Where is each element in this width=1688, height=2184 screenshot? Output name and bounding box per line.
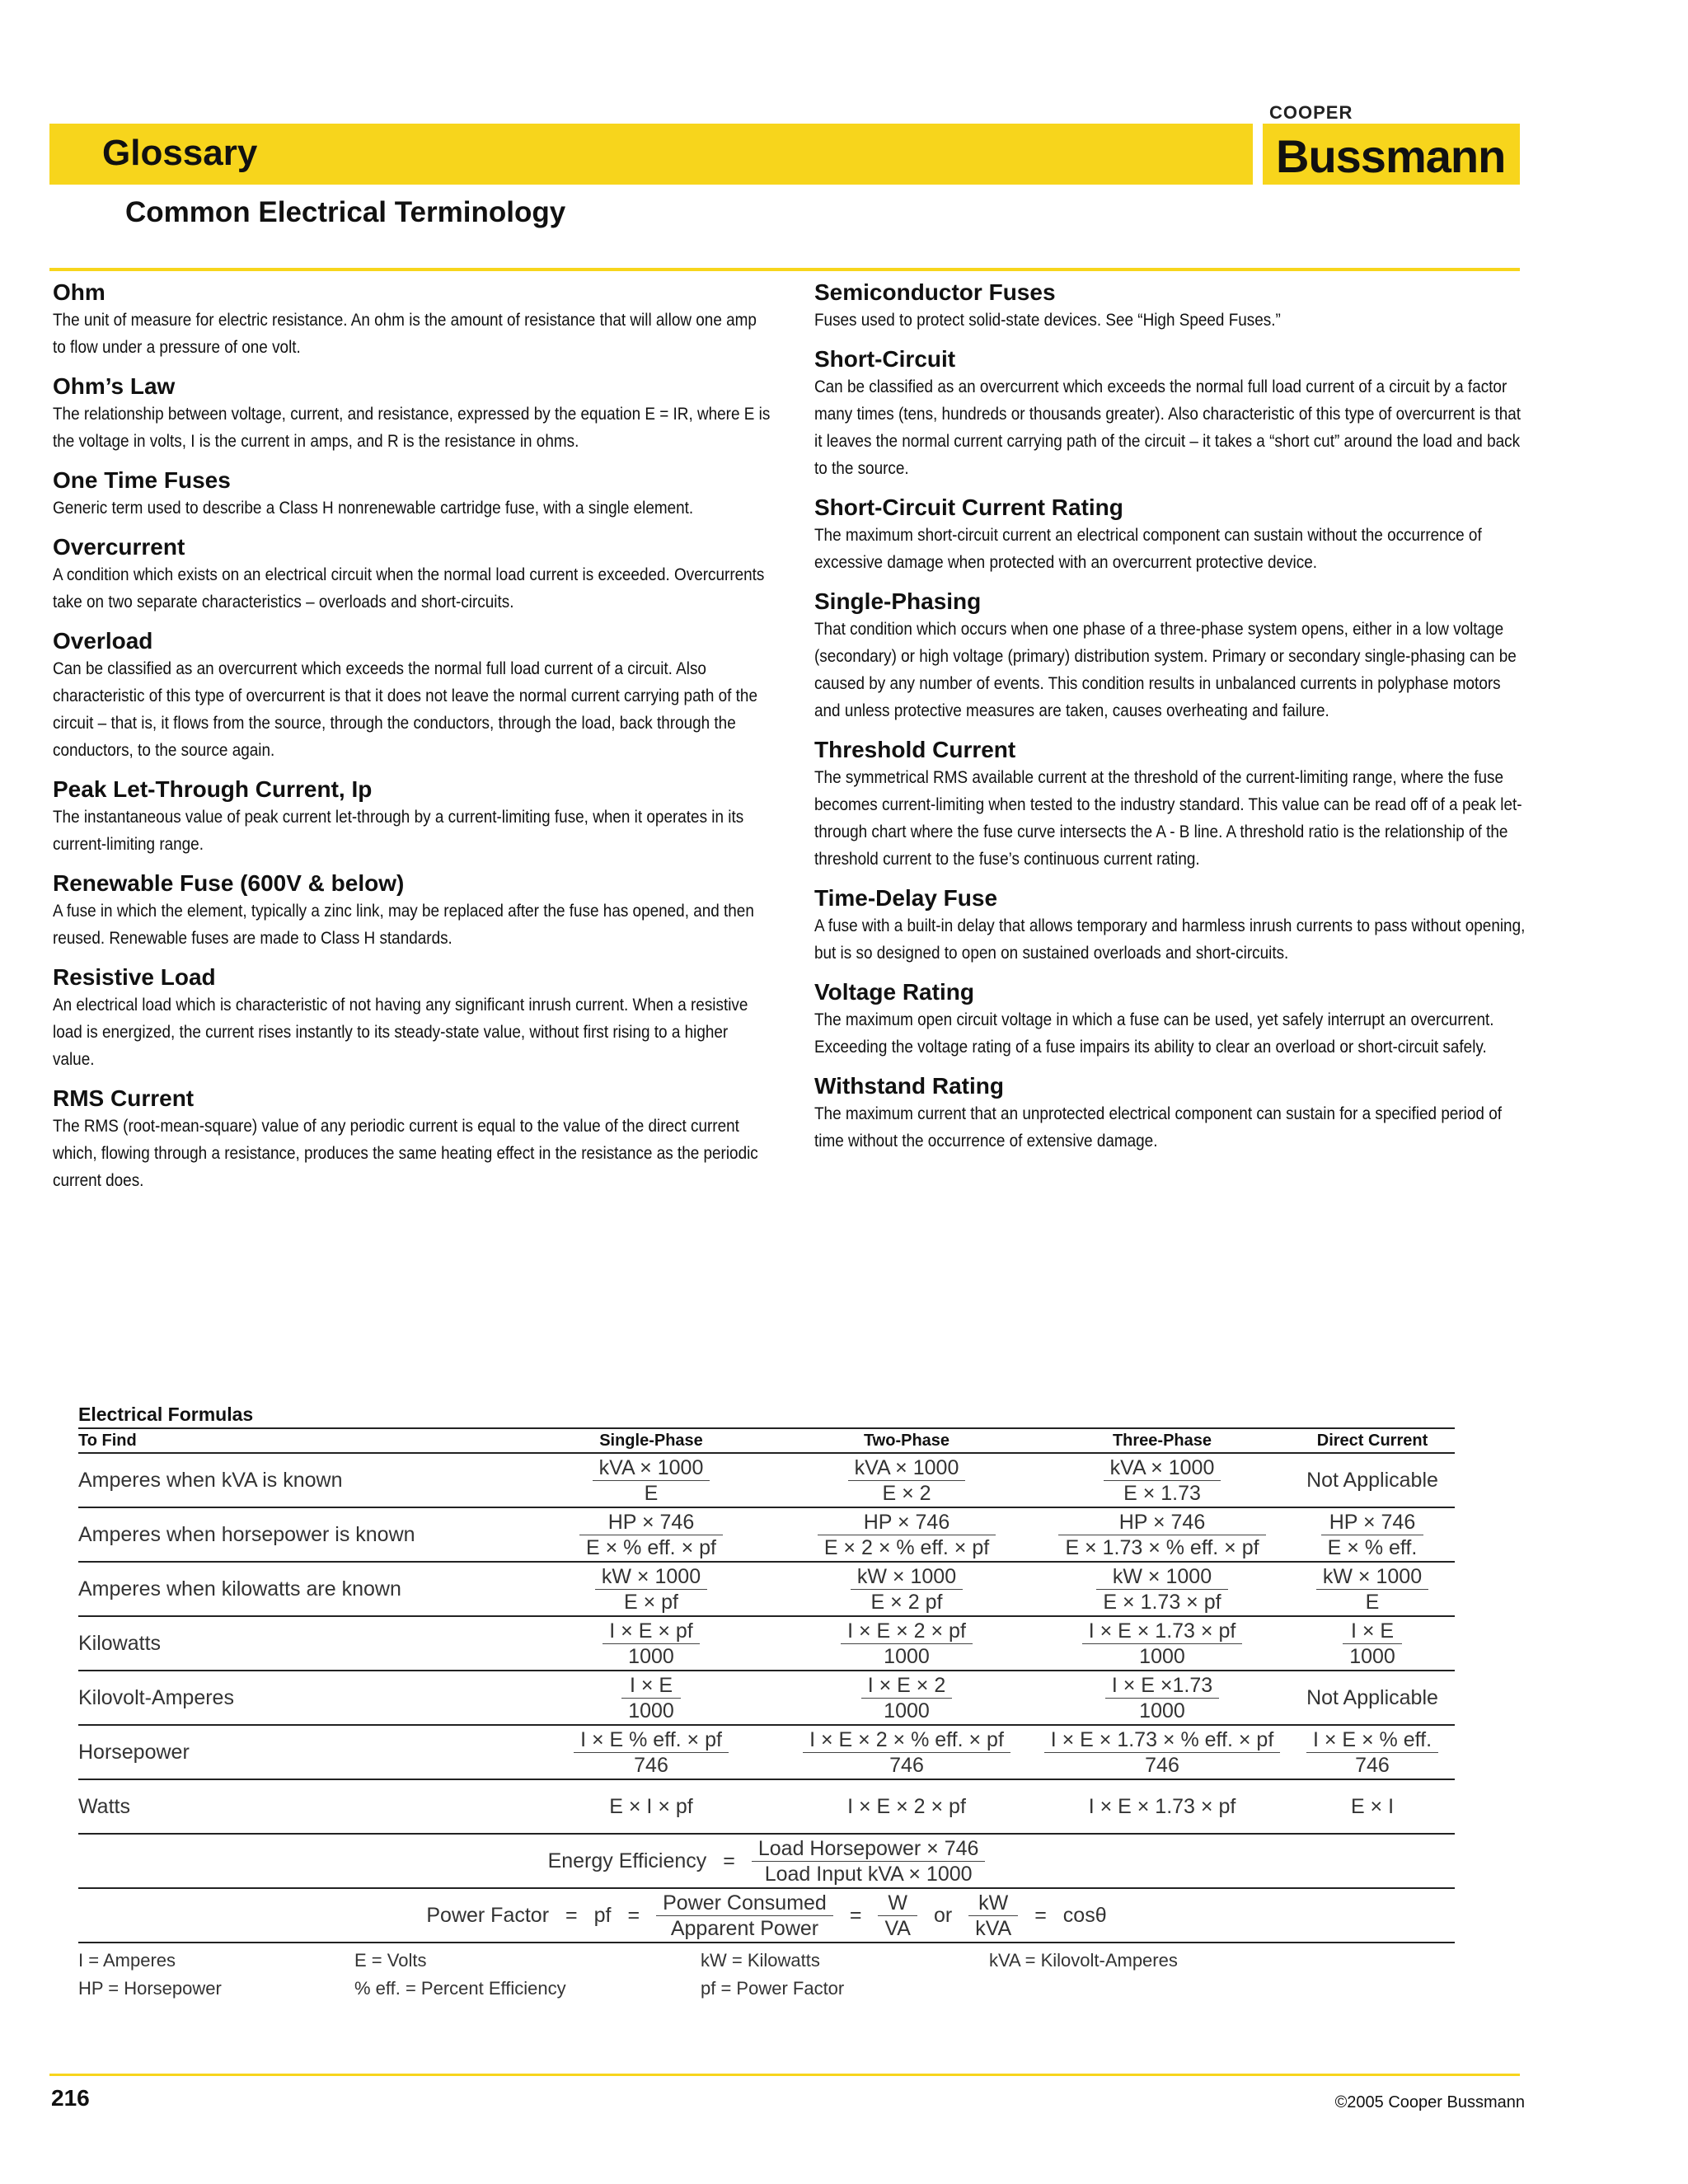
fraction-numerator: I × E <box>621 1673 681 1699</box>
formula-cell <box>1290 1562 1455 1616</box>
term-name: Overcurrent <box>53 534 185 560</box>
formula-cell: E × I × pf <box>523 1779 779 1834</box>
term-definition: The maximum current that an unprotected electrical component can sustain for a specified period of time without the occurrence of extensive damage. <box>814 1104 1502 1151</box>
formula-row-label: Kilovolt-Amperes <box>78 1671 523 1725</box>
fraction-numerator: kVA × 1000 <box>848 1455 966 1481</box>
formula-fraction <box>818 1510 996 1560</box>
formula-cell: I × E × 1.73 × pf <box>1034 1779 1290 1834</box>
top-divider <box>49 268 1520 271</box>
formula-cell <box>523 1453 779 1507</box>
glossary-term-ohm-s-law <box>53 373 770 455</box>
equals-sign: = <box>849 1903 862 1927</box>
fraction-numerator: I × E × 1.73 × % eff. × pf <box>1044 1727 1281 1753</box>
term-name: Overload <box>53 628 153 654</box>
fraction-numerator: kW <box>968 1891 1018 1916</box>
formula-row-label: Horsepower <box>78 1725 523 1779</box>
formula-fraction <box>1044 1727 1281 1778</box>
glossary-term-overload <box>53 627 770 764</box>
term-definition: The RMS (root-mean-square) value of any periodic current is equal to the value of the direct current which, flowing through a resistance, produces the same heating effect in the resistance as the periodic current does. <box>53 1116 758 1190</box>
fraction-numerator: kW × 1000 <box>595 1564 707 1590</box>
formula-cell <box>779 1671 1034 1725</box>
term-name: Resistive Load <box>53 964 216 990</box>
formula-cell: Not Applicable <box>1290 1453 1455 1507</box>
formula-cell <box>779 1616 1034 1671</box>
formula-fraction <box>1321 1510 1424 1560</box>
glossary-term-ohm <box>53 279 770 361</box>
formula-row-kilowatts <box>78 1616 1455 1671</box>
formula-cell <box>1290 1616 1455 1671</box>
formula-fraction <box>841 1619 973 1669</box>
glossary-term-time-delay-fuse <box>814 884 1525 967</box>
formula-row-watts <box>78 1779 1455 1834</box>
formula-fraction <box>574 1727 729 1778</box>
cos-theta: cosθ <box>1062 1903 1107 1927</box>
glossary-term-single-phasing <box>814 588 1525 724</box>
col-two-phase: Two-Phase <box>779 1428 1034 1453</box>
fraction-denominator: Apparent Power <box>670 1916 819 1940</box>
formula-cell <box>779 1507 1034 1562</box>
formula-cell: E × I <box>1290 1779 1455 1834</box>
formula-fraction <box>593 1455 710 1506</box>
fraction-numerator: kVA × 1000 <box>1104 1455 1221 1481</box>
fraction-denominator: E <box>1365 1590 1380 1614</box>
formula-fraction <box>1058 1510 1265 1560</box>
glossary-term-short-circuit <box>814 345 1525 482</box>
formula-cell <box>1034 1562 1290 1616</box>
fraction-denominator: E × 2 <box>882 1481 931 1505</box>
col-direct-current: Direct Current <box>1290 1428 1455 1453</box>
fraction-numerator: HP × 746 <box>1058 1510 1265 1535</box>
term-definition: Fuses used to protect solid-state devices. See “High Speed Fuses.” <box>814 310 1281 330</box>
legend-item: % eff. = Percent Efficiency <box>354 1978 566 1999</box>
fraction-denominator: E × % eff. <box>1327 1535 1418 1559</box>
formula-cell <box>1034 1453 1290 1507</box>
fraction-numerator: W <box>878 1891 917 1916</box>
glossary-term-short-circuit-current-rating <box>814 494 1525 576</box>
or-text: or <box>933 1903 953 1927</box>
glossary-term-overcurrent <box>53 533 770 616</box>
term-name: Renewable Fuse (600V & below) <box>53 870 405 896</box>
formula-cell <box>523 1616 779 1671</box>
fraction-numerator: kW × 1000 <box>1096 1564 1227 1590</box>
formula-cell <box>779 1562 1034 1616</box>
formula-cell <box>1034 1725 1290 1779</box>
term-definition: The instantaneous value of peak current let-through by a current-limiting fuse, when it operates in its current-limiting range. <box>53 807 744 854</box>
logo-cooper-text: COOPER <box>1269 102 1353 123</box>
fraction-denominator: 1000 <box>628 1699 674 1722</box>
fraction-numerator: I × E % eff. × pf <box>574 1727 729 1753</box>
fraction-numerator: I × E × 2 × % eff. × pf <box>803 1727 1010 1753</box>
fraction-numerator: I × E × 2 × pf <box>841 1619 973 1644</box>
page-title: Glossary <box>102 133 258 173</box>
term-name: Short-Circuit Current Rating <box>814 494 1123 520</box>
fraction-denominator: Load Input kVA × 1000 <box>764 1862 973 1886</box>
fraction-denominator: 1000 <box>1349 1644 1395 1668</box>
formula-row-amperes-when-horsepower-is-known <box>78 1507 1455 1562</box>
equals-sign: = <box>1034 1903 1047 1927</box>
electrical-formulas-section <box>78 1401 1455 2003</box>
formula-fraction <box>1316 1564 1428 1615</box>
fraction-numerator: I × E × pf <box>603 1619 699 1644</box>
fraction-numerator: kVA × 1000 <box>593 1455 710 1481</box>
col-to-find: To Find <box>78 1428 523 1453</box>
glossary-term-threshold-current <box>814 736 1525 873</box>
formulas-table <box>78 1427 1455 1943</box>
equals-sign: = <box>723 1849 735 1872</box>
legend-item: kVA = Kilovolt-Amperes <box>989 1950 1178 1971</box>
term-name: Peak Let-Through Current, Ip <box>53 776 373 802</box>
fraction-denominator: E × % eff. × pf <box>586 1535 716 1559</box>
formula-cell: I × E × 2 × pf <box>779 1779 1034 1834</box>
term-name: Semiconductor Fuses <box>814 279 1056 305</box>
fraction-denominator: E × 1.73 × % eff. × pf <box>1065 1535 1259 1559</box>
fraction-denominator: E × 1.73 × pf <box>1103 1590 1221 1614</box>
formula-fraction <box>848 1455 966 1506</box>
term-name: Single-Phasing <box>814 588 982 614</box>
fraction-numerator: I × E × 2 <box>861 1673 953 1699</box>
glossary-term-peak-let-through-current-ip <box>53 776 770 858</box>
fraction-denominator: 746 <box>889 1753 924 1777</box>
glossary-term-resistive-load <box>53 963 770 1073</box>
fraction-denominator: E <box>644 1481 659 1505</box>
formula-row-amperes-when-kva-is-known <box>78 1453 1455 1507</box>
fraction-numerator: Power Consumed <box>656 1891 833 1916</box>
term-definition: The relationship between voltage, current, and resistance, expressed by the equation E = IR, where E is the voltage in volts, I is the current in amps, and R is the resistance in ohms. <box>53 404 771 451</box>
logo-bussmann-text: Bussmann <box>1276 130 1506 182</box>
term-definition: The unit of measure for electric resistance. An ohm is the amount of resistance that will allow one amp to flow under a pressure of one volt. <box>53 310 757 357</box>
formula-fraction <box>1082 1619 1243 1669</box>
term-definition: An electrical load which is characteristic of not having any significant inrush current. When a resistive load is energized, the current rises instantly to its steady-state value, without first rising to a higher value. <box>53 995 748 1069</box>
formula-cell <box>779 1725 1034 1779</box>
formula-row-kilovolt-amperes <box>78 1671 1455 1725</box>
glossary-term-semiconductor-fuses <box>814 279 1525 334</box>
formulas-header-row <box>78 1428 1455 1453</box>
formula-cell <box>523 1562 779 1616</box>
term-definition: Generic term used to describe a Class H nonrenewable cartridge fuse, with a single element. <box>53 498 694 518</box>
glossary-term-withstand-rating <box>814 1072 1525 1155</box>
power-factor-label: Power Factor <box>426 1903 550 1927</box>
fraction-denominator: 1000 <box>1139 1644 1185 1668</box>
term-definition: The maximum open circuit voltage in which a fuse can be used, yet safely interrupt an overcurrent. Exceeding the voltage rating of a fuse impairs its ability to clear an overload or short-circuit safely. <box>814 1010 1494 1057</box>
formula-row-horsepower <box>78 1725 1455 1779</box>
formula-fraction <box>1343 1619 1402 1669</box>
term-definition: A fuse with a built-in delay that allows temporary and harmless inrush currents to pass without opening, but is so designed to open on sustained overloads and short-circuits. <box>814 916 1526 963</box>
formula-cell: Not Applicable <box>1290 1671 1455 1725</box>
energy-efficiency-fraction <box>752 1836 986 1886</box>
glossary-term-one-time-fuses <box>53 466 770 522</box>
fraction-numerator: HP × 746 <box>818 1510 996 1535</box>
legend-item: kW = Kilowatts <box>701 1950 820 1971</box>
term-name: Voltage Rating <box>814 979 974 1005</box>
fraction-numerator: I × E ×1.73 <box>1105 1673 1219 1699</box>
w-va-fraction <box>878 1891 917 1941</box>
fraction-denominator: VA <box>884 1916 911 1940</box>
fraction-denominator: 1000 <box>1139 1699 1185 1722</box>
equals-sign: = <box>565 1903 578 1927</box>
fraction-numerator: I × E × % eff. <box>1306 1727 1438 1753</box>
term-name: Ohm <box>53 279 106 305</box>
glossary-term-voltage-rating <box>814 978 1525 1061</box>
term-definition: The maximum short-circuit current an electrical component can sustain without the occurrence of excessive damage when protected with an overcurrent protective device. <box>814 525 1482 572</box>
formulas-heading: Electrical Formulas <box>78 1404 254 1425</box>
formula-fraction <box>861 1673 953 1723</box>
power-factor-row <box>78 1888 1455 1943</box>
copyright-text: ©2005 Cooper Bussmann <box>1334 2093 1525 2111</box>
fraction-denominator: 1000 <box>884 1699 930 1722</box>
formula-fraction <box>1105 1673 1219 1723</box>
fraction-numerator: I × E <box>1343 1619 1402 1644</box>
fraction-denominator: E × pf <box>623 1590 678 1614</box>
glossary-term-rms-current <box>53 1085 770 1194</box>
glossary-left-column <box>53 279 770 1206</box>
kw-kva-fraction <box>968 1891 1018 1941</box>
formula-fraction <box>603 1619 699 1669</box>
formula-cell <box>1290 1725 1455 1779</box>
legend-item: I = Amperes <box>78 1950 176 1971</box>
fraction-denominator: 746 <box>1145 1753 1179 1777</box>
formula-fraction <box>851 1564 963 1615</box>
fraction-denominator: 746 <box>1355 1753 1390 1777</box>
formula-cell <box>779 1453 1034 1507</box>
fraction-denominator: E × 2 × % eff. × pf <box>823 1535 990 1559</box>
term-definition: The symmetrical RMS available current at the threshold of the current-limiting range, where the fuse becomes current-limiting when tested to the industry standard. This value can be read off of a peak let-through chart where the fuse curve intersects the A - B line. A threshold ratio is the relationship of the threshold current to the fuse’s continuous current rating. <box>814 767 1522 869</box>
fraction-numerator: kW × 1000 <box>851 1564 963 1590</box>
fraction-numerator: HP × 746 <box>1321 1510 1424 1535</box>
formula-row-label: Amperes when kVA is known <box>78 1453 523 1507</box>
formula-cell <box>523 1671 779 1725</box>
formula-cell <box>1290 1507 1455 1562</box>
formula-row-label: Watts <box>78 1779 523 1834</box>
formula-fraction <box>1306 1727 1438 1778</box>
formula-fraction <box>803 1727 1010 1778</box>
formula-row-label: Amperes when horsepower is known <box>78 1507 523 1562</box>
formula-cell <box>1034 1507 1290 1562</box>
term-definition: Can be classified as an overcurrent which exceeds the normal full load current of a circuit. Also characteristic of this type of overcurrent is that it does not leave the normal current carrying path of the circuit – that is, it flows from the source, through the conductors, through the load, back through the conductors, to the source again. <box>53 658 757 760</box>
page-subtitle: Common Electrical Terminology <box>125 196 566 228</box>
formula-cell <box>1034 1671 1290 1725</box>
term-name: One Time Fuses <box>53 467 231 493</box>
fraction-denominator: 1000 <box>884 1644 930 1668</box>
fraction-denominator: 1000 <box>628 1644 674 1668</box>
formula-fraction <box>1104 1455 1221 1506</box>
term-name: Short-Circuit <box>814 346 956 372</box>
bottom-divider <box>49 2074 1520 2076</box>
term-definition: A condition which exists on an electrical circuit when the normal load current is exceeded. Overcurrents take on two separate characteristics – overloads and short-circuits. <box>53 565 765 612</box>
term-name: Threshold Current <box>814 737 1016 762</box>
energy-efficiency-label: Energy Efficiency <box>547 1849 707 1872</box>
term-name: RMS Current <box>53 1085 195 1111</box>
term-name: Withstand Rating <box>814 1073 1004 1099</box>
fraction-numerator: kW × 1000 <box>1316 1564 1428 1590</box>
fraction-denominator: E × 1.73 <box>1123 1481 1201 1505</box>
legend-item: E = Volts <box>354 1950 427 1971</box>
formula-fraction <box>579 1510 723 1560</box>
fraction-numerator: Load Horsepower × 746 <box>752 1836 986 1862</box>
formula-cell <box>523 1507 779 1562</box>
energy-efficiency-row <box>78 1834 1455 1888</box>
equals-sign: = <box>627 1903 640 1927</box>
fraction-numerator: I × E × 1.73 × pf <box>1082 1619 1243 1644</box>
legend-item: HP = Horsepower <box>78 1978 222 1999</box>
col-single-phase: Single-Phase <box>523 1428 779 1453</box>
power-fraction <box>656 1891 833 1941</box>
formula-cell <box>1034 1616 1290 1671</box>
term-name: Time-Delay Fuse <box>814 885 998 911</box>
term-name: Ohm’s Law <box>53 373 176 399</box>
formulas-legend <box>78 1947 1455 2003</box>
formula-row-label: Amperes when kilowatts are known <box>78 1562 523 1616</box>
formula-row-label: Kilowatts <box>78 1616 523 1671</box>
page-number: 216 <box>51 2085 90 2111</box>
formula-fraction <box>595 1564 707 1615</box>
pf-symbol: pf <box>593 1903 612 1927</box>
fraction-denominator: 746 <box>634 1753 668 1777</box>
formula-fraction <box>621 1673 681 1723</box>
term-definition: Can be classified as an overcurrent which exceeds the normal full load current of a circuit by a factor many times (tens, hundreds or thousands greater). Also characteristic of this type of overcurrent is that it leaves the normal current carrying path of the circuit – it takes a “short cut” around the load and back to the source. <box>814 377 1522 478</box>
fraction-denominator: E × 2 pf <box>870 1590 943 1614</box>
col-three-phase: Three-Phase <box>1034 1428 1290 1453</box>
formula-fraction <box>1096 1564 1227 1615</box>
legend-item: pf = Power Factor <box>701 1978 845 1999</box>
glossary-right-column <box>814 279 1525 1166</box>
fraction-numerator: HP × 746 <box>579 1510 723 1535</box>
formula-cell <box>523 1725 779 1779</box>
glossary-term-renewable-fuse-600v-below <box>53 869 770 952</box>
formula-row-amperes-when-kilowatts-are-known <box>78 1562 1455 1616</box>
fraction-denominator: kVA <box>975 1916 1012 1940</box>
term-definition: That condition which occurs when one phase of a three-phase system opens, either in a low voltage (secondary) or high voltage (primary) distribution system. Primary or secondary single-phasing can be caused by any number of events. This condition results in unbalanced currents in polyphase motors and unless protective measures are taken, causes overheating and failure. <box>814 619 1517 720</box>
term-definition: A fuse in which the element, typically a zinc link, may be replaced after the fuse has opened, and then reused. Renewable fuses are made to Class H standards. <box>53 901 754 948</box>
